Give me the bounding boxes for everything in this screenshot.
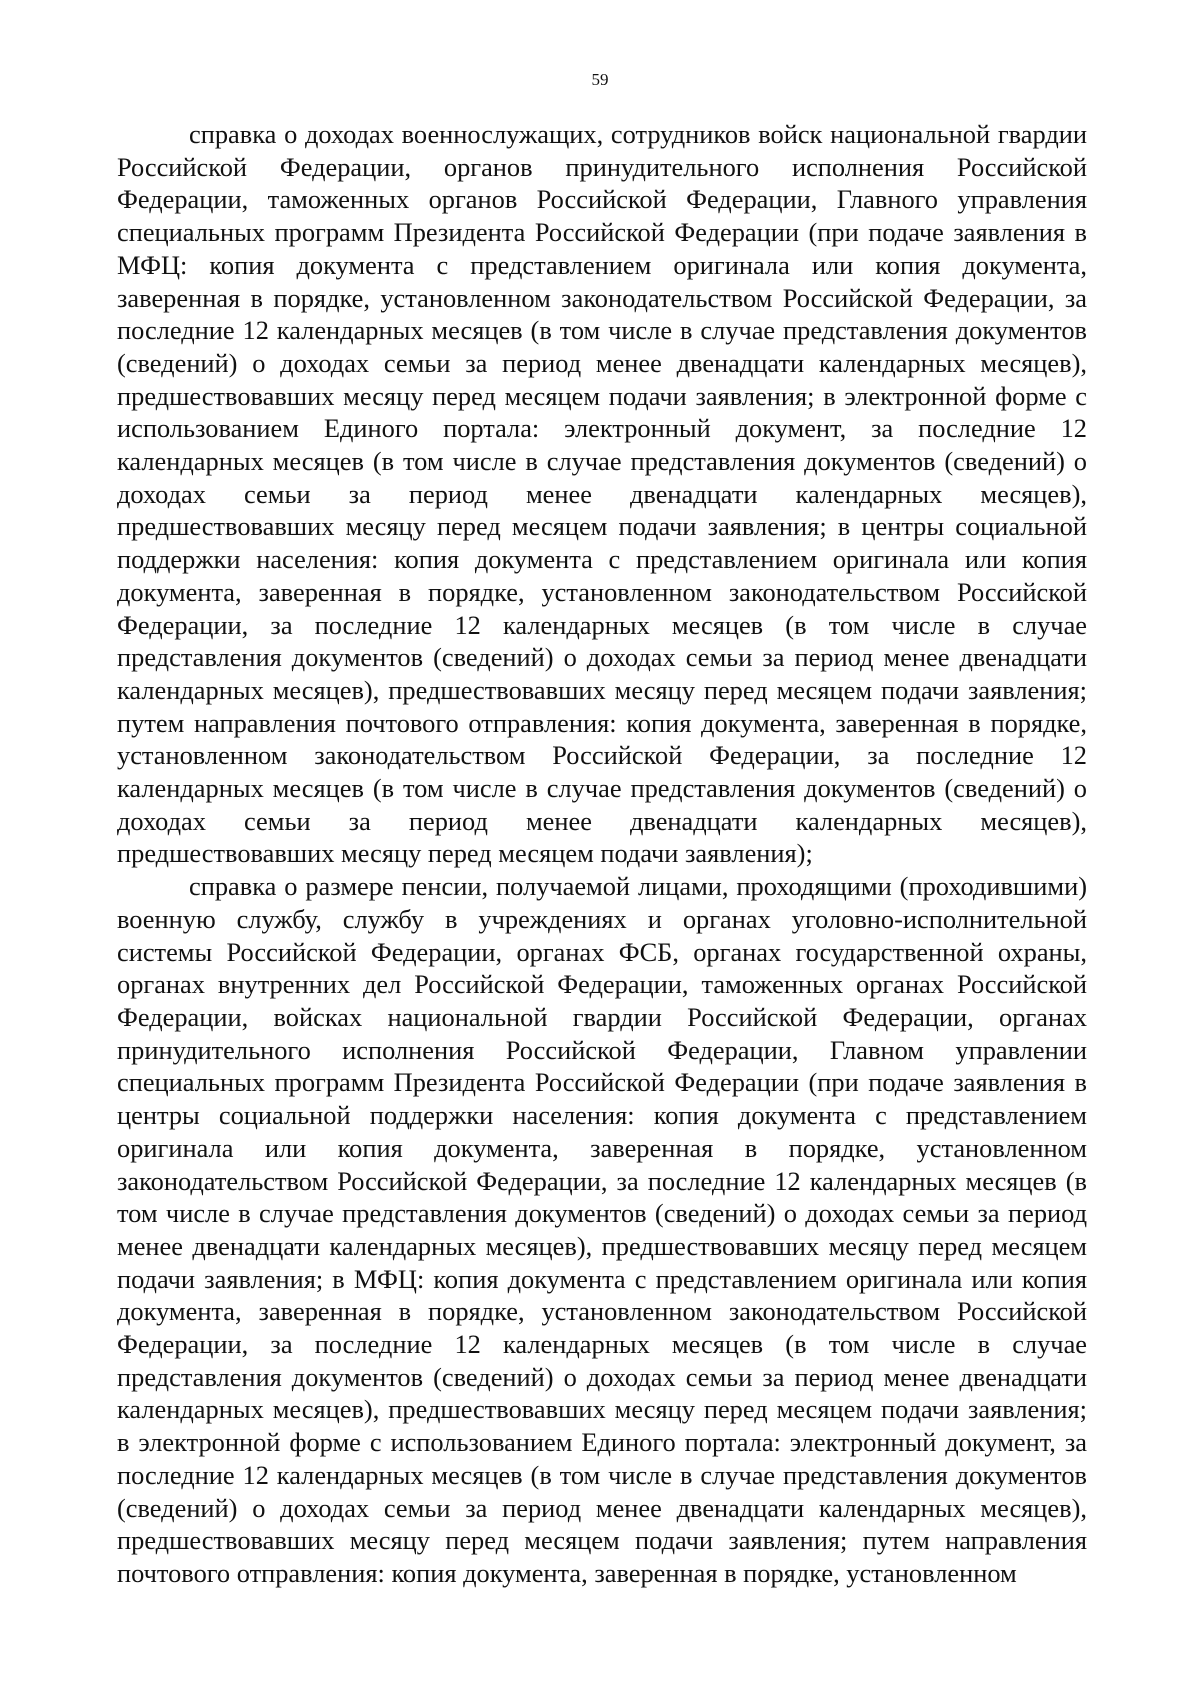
page-number: 59 — [591, 70, 609, 89]
document-body — [117, 118, 1087, 1590]
paragraph-income-certificate: справка о доходах военнослужащих, сотрудников войск национальной гвардии Российской Федерации, органов принудительного исполнения Российской Федерации, таможенных органов Российской Федерации, Главного управления специальных программ Президента Российской Федерации (при подаче заявления в МФЦ: копия документа с представлением оригинала или копия документа, заверенная в порядке, установленном законодательством Российской Федерации, за последние 12 календарных месяцев (в том числе в случае представления документов (сведений) о доходах семьи за период менее двенадцати календарных месяцев), предшествовавших месяцу перед месяцем подачи заявления; в электронной форме с использованием Единого портала: электронный документ, за последние 12 календарных месяцев (в том числе в случае представления документов (сведений) о доходах семьи за период менее двенадцати календарных месяцев), предшествовавших месяцу перед месяцем подачи заявления; в центры социальной поддержки населения: копия документа с представлением оригинала или копия документа, заверенная в порядке, установленном законодательством Российской Федерации, за последние 12 календарных месяцев (в том числе в случае представления документов (сведений) о доходах семьи за период менее двенадцати календарных месяцев), предшествовавших месяцу перед месяцем подачи заявления; путем направления почтового отправления: копия документа, заверенная в порядке, установленном законодательством Российской Федерации, за последние 12 календарных месяцев (в том числе в случае представления документов (сведений) о доходах семьи за период менее двенадцати календарных месяцев), предшествовавших месяцу перед месяцем подачи заявления); — [117, 119, 1087, 869]
paragraph-pension-certificate: справка о размере пенсии, получаемой лицами, проходящими (проходившими) военную службу, службу в учреждениях и органах уголовно-исполнительной системы Российской Федерации, органах ФСБ, органах государственной охраны, органах внутренних дел Российской Федерации, таможенных органах Российской Федерации, войсках национальной гвардии Российской Федерации, органах принудительного исполнения Российской Федерации, Главном управлении специальных программ Президента Российской Федерации (при подаче заявления в центры социальной поддержки населения: копия документа с представлением оригинала или копия документа, заверенная в порядке, установленном законодательством Российской Федерации, за последние 12 календарных месяцев (в том числе в случае представления документов (сведений) о доходах семьи за период менее двенадцати календарных месяцев), предшествовавших месяцу перед месяцем подачи заявления; в МФЦ: копия документа с представлением оригинала или копия документа, заверенная в порядке, установленном законодательством Российской Федерации, за последние 12 календарных месяцев (в том числе в случае представления документов (сведений) о доходах семьи за период менее двенадцати календарных месяцев), предшествовавших месяцу перед месяцем подачи заявления; в электронной форме с использованием Единого портала: электронный документ, за последние 12 календарных месяцев (в том числе в случае представления документов (сведений) о доходах семьи за период менее двенадцати календарных месяцев), предшествовавших месяцу перед месяцем подачи заявления; путем направления почтового отправления: копия документа, заверенная в порядке, установленном — [117, 871, 1087, 1588]
